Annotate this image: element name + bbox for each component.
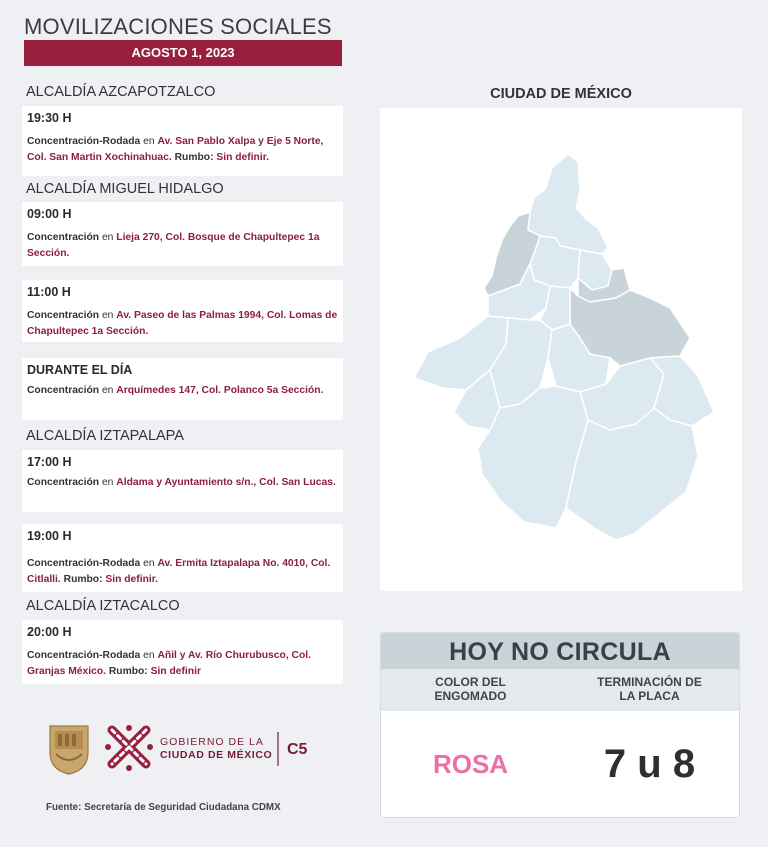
- event-location: Av. Paseo de las Palmas 1994, Col. Lomas de Chapultepec 1a Sección.: [27, 310, 338, 337]
- event-description: [27, 648, 339, 679]
- event-type: Concentración: [27, 477, 100, 488]
- event-rumbo-label: Rumbo:: [171, 151, 217, 163]
- placa-header-line-2: LA PLACA: [619, 689, 680, 703]
- event-location: Arquímedes 147, Col. Polanco 5a Sección.: [116, 385, 324, 396]
- event-type: Concentración-Rodada: [27, 650, 141, 661]
- event-card: [22, 106, 343, 176]
- placa-header-line-1: TERMINACIÓN DE: [597, 675, 702, 689]
- event-description: [27, 230, 339, 261]
- coat-of-arms-logo: [50, 726, 88, 774]
- event-card: [22, 280, 343, 342]
- event-time: 20:00 H: [27, 625, 72, 639]
- event-connector: en: [140, 558, 158, 569]
- gov-line-1: GOBIERNO DE LA: [160, 736, 264, 748]
- event-connector: en: [99, 232, 117, 243]
- event-rumbo-label: Rumbo:: [60, 573, 106, 585]
- event-time: 19:30 H: [27, 111, 72, 125]
- engomado-header-line-2: ENGOMADO: [434, 689, 507, 703]
- cdmx-map: [380, 108, 742, 591]
- section-heading-iztapalapa: ALCALDÍA IZTAPALAPA: [26, 428, 184, 444]
- placa-terminacion-value: 7 u 8: [603, 742, 696, 786]
- hoy-no-circula-title: HOY NO CIRCULA: [381, 633, 739, 669]
- event-connector: en: [99, 310, 117, 321]
- map-title: CIUDAD DE MÉXICO: [490, 86, 632, 102]
- event-type: Concentración-Rodada: [27, 136, 141, 147]
- gov-line-2: CIUDAD DE MÉXICO: [160, 749, 273, 761]
- map-panel: [380, 108, 742, 591]
- placa-header: [560, 669, 739, 711]
- event-card: [22, 202, 343, 266]
- page-title: MOVILIZACIONES SOCIALES: [24, 14, 332, 39]
- section-heading-iztacalco: ALCALDÍA IZTACALCO: [26, 598, 180, 614]
- logo-strip: [46, 720, 346, 778]
- event-time: DURANTE EL DÍA: [27, 363, 133, 377]
- event-time: 11:00 H: [27, 285, 71, 299]
- event-location: Lieja 270, Col. Bosque de Chapultepec 1a Sección.: [27, 232, 320, 259]
- event-connector: en: [140, 650, 158, 661]
- event-location: Añil y Av. Río Churubusco, Col. Granjas México.: [27, 650, 311, 677]
- date-banner: AGOSTO 1, 2023: [24, 40, 342, 66]
- event-rumbo: Sin definir: [150, 665, 201, 677]
- event-time: 09:00 H: [27, 207, 72, 221]
- event-rumbo: Sin definir.: [105, 573, 159, 585]
- event-location: Av. Ermita Iztapalapa No. 4010, Col. Citlalli.: [27, 558, 331, 585]
- event-description: [27, 475, 339, 491]
- event-card: [22, 358, 343, 420]
- event-location: Av. San Pablo Xalpa y Eje 5 Norte, Col. San Martin Xochinahuac.: [27, 136, 324, 163]
- event-rumbo-label: Rumbo:: [105, 665, 151, 677]
- engomado-header-line-1: COLOR DEL: [435, 675, 506, 689]
- event-time: 19:00 H: [27, 529, 72, 543]
- event-rumbo: Sin definir.: [216, 151, 270, 163]
- event-card: [22, 450, 343, 512]
- event-type: Concentración-Rodada: [27, 558, 141, 569]
- hoy-no-circula-panel: [380, 632, 740, 818]
- cdmx-logo-icon: [105, 725, 153, 771]
- event-connector: en: [99, 385, 117, 396]
- event-description: [27, 308, 339, 339]
- hoy-no-circula-values: [381, 711, 739, 817]
- section-heading-azcapotzalco: ALCALDÍA AZCAPOTZALCO: [26, 84, 216, 100]
- event-card: [22, 524, 343, 592]
- section-heading-miguel-hidalgo: ALCALDÍA MIGUEL HIDALGO: [26, 181, 224, 197]
- event-description: [27, 556, 339, 587]
- hoy-no-circula-headers: [381, 669, 739, 711]
- event-connector: en: [140, 136, 158, 147]
- event-connector: en: [99, 477, 117, 488]
- engomado-header: [381, 669, 560, 711]
- event-time: 17:00 H: [27, 455, 72, 469]
- event-description: [27, 134, 339, 165]
- event-card: [22, 620, 343, 684]
- engomado-color-value: ROSA: [432, 749, 509, 779]
- event-description: [27, 383, 339, 399]
- map-region-milpa-alta: [566, 408, 698, 540]
- event-type: Concentración: [27, 310, 100, 321]
- event-type: Concentración: [27, 385, 100, 396]
- source-note: Fuente: Secretaría de Seguridad Ciudadana CDMX: [46, 802, 281, 813]
- event-type: Concentración: [27, 232, 100, 243]
- c5-logo: C5: [287, 741, 308, 758]
- event-location: Aldama y Ayuntamiento s/n., Col. San Lucas.: [116, 477, 336, 488]
